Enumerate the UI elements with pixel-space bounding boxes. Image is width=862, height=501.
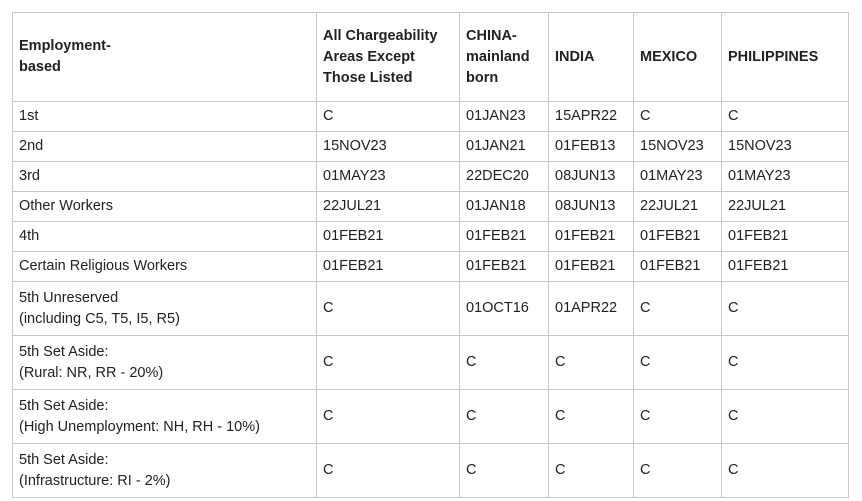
table-row [13,222,849,252]
table-row [13,336,849,390]
table-row [13,132,849,162]
row-label: Other Workers [13,192,317,222]
cell-all-chargeability: 01FEB21 [317,252,460,282]
cell-india: 01FEB21 [549,222,634,252]
cell-all-chargeability: C [317,282,460,336]
table-row [13,282,849,336]
cell-china: 22DEC20 [460,162,549,192]
table-row [13,162,849,192]
header-category: Employment- based [13,13,317,102]
header-philippines: PHILIPPINES [722,13,849,102]
table-row [13,102,849,132]
header-all-chargeability: All Chargeability Areas Except Those Listed [317,13,460,102]
cell-india: C [549,444,634,498]
cell-all-chargeability: C [317,102,460,132]
cell-philippines: C [722,102,849,132]
cell-india: 08JUN13 [549,192,634,222]
cell-india: C [549,390,634,444]
table-row [13,192,849,222]
header-mexico: MEXICO [634,13,722,102]
cell-philippines: 15NOV23 [722,132,849,162]
cell-china: 01JAN18 [460,192,549,222]
cell-philippines: 22JUL21 [722,192,849,222]
cell-india: 01FEB13 [549,132,634,162]
cell-china: 01OCT16 [460,282,549,336]
row-label: 5th Set Aside: (Rural: NR, RR - 20%) [13,336,317,390]
row-label: 5th Set Aside: (High Unemployment: NH, RH - 10%) [13,390,317,444]
cell-mexico: C [634,282,722,336]
cell-all-chargeability: 22JUL21 [317,192,460,222]
row-label: 2nd [13,132,317,162]
cell-all-chargeability: 01FEB21 [317,222,460,252]
cell-mexico: C [634,390,722,444]
cell-mexico: C [634,336,722,390]
cell-india: 01FEB21 [549,252,634,282]
cell-mexico: 22JUL21 [634,192,722,222]
cell-all-chargeability: C [317,336,460,390]
cell-all-chargeability: C [317,390,460,444]
cell-mexico: C [634,102,722,132]
cell-china: 01FEB21 [460,222,549,252]
table-row [13,390,849,444]
cell-china: C [460,336,549,390]
cell-philippines: C [722,336,849,390]
cell-china: C [460,390,549,444]
cell-mexico: C [634,444,722,498]
header-china: CHINA- mainland born [460,13,549,102]
row-label: 5th Unreserved (including C5, T5, I5, R5) [13,282,317,336]
cell-all-chargeability: 01MAY23 [317,162,460,192]
row-label: 4th [13,222,317,252]
table-row [13,252,849,282]
cell-philippines: 01FEB21 [722,252,849,282]
cell-philippines: 01MAY23 [722,162,849,192]
header-india: INDIA [549,13,634,102]
row-label: Certain Religious Workers [13,252,317,282]
visa-bulletin-table-container [12,12,849,498]
cell-philippines: C [722,390,849,444]
cell-mexico: 15NOV23 [634,132,722,162]
cell-mexico: 01MAY23 [634,162,722,192]
cell-china: 01FEB21 [460,252,549,282]
cell-china: C [460,444,549,498]
row-label: 3rd [13,162,317,192]
cell-china: 01JAN23 [460,102,549,132]
cell-india: 15APR22 [549,102,634,132]
header-row [13,13,849,102]
cell-all-chargeability: C [317,444,460,498]
cell-philippines: C [722,282,849,336]
cell-all-chargeability: 15NOV23 [317,132,460,162]
table-row [13,444,849,498]
row-label: 1st [13,102,317,132]
cell-india: 01APR22 [549,282,634,336]
row-label: 5th Set Aside: (Infrastructure: RI - 2%) [13,444,317,498]
employment-based-dates-table [12,12,849,498]
cell-india: C [549,336,634,390]
cell-mexico: 01FEB21 [634,252,722,282]
cell-india: 08JUN13 [549,162,634,192]
cell-china: 01JAN21 [460,132,549,162]
cell-philippines: 01FEB21 [722,222,849,252]
cell-philippines: C [722,444,849,498]
cell-mexico: 01FEB21 [634,222,722,252]
